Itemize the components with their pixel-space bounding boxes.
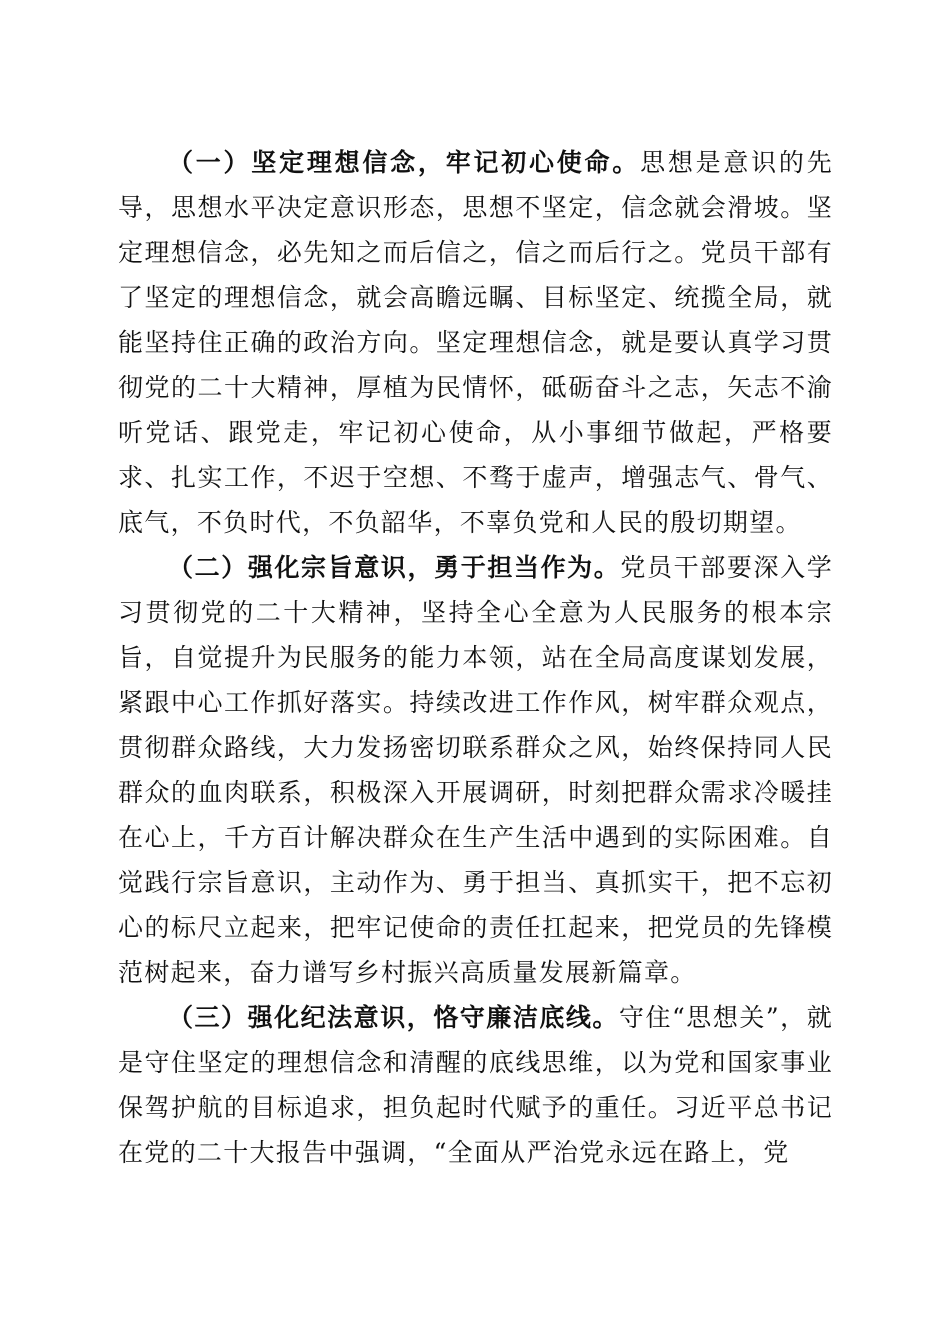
paragraph-2 [118,545,833,995]
paragraph-1 [118,140,833,545]
document-body [118,140,833,1175]
paragraph-3-heading: （三）强化纪法意识，恪守廉洁底线。 [168,1003,619,1032]
paragraph-1-body: 思想是意识的先导，思想水平决定意识形态，思想不坚定，信念就会滑坡。坚定理想信念，必先知之而后信之，信之而后行之。党员干部有了坚定的理想信念，就会高瞻远瞩、目标坚定、统揽全局，就能坚持住正确的政治方向。坚定理想信念，就是要认真学习贯彻党的二十大精神，厚植为民情怀，砥砺奋斗之志，矢志不渝听党话、跟党走，牢记初心使命，从小事细节做起，严格要求、扎实工作，不迟于空想、不骛于虚声，增强志气、骨气、底气，不负时代，不负韶华，不辜负党和人民的殷切期望。 [118,148,833,537]
paragraph-2-heading: （二）强化宗旨意识，勇于担当作为。 [168,553,621,582]
paragraph-1-heading: （一）坚定理想信念，牢记初心使命。 [168,148,641,177]
paragraph-2-body: 党员干部要深入学习贯彻党的二十大精神，坚持全心全意为人民服务的根本宗旨，自觉提升为民服务的能力本领，站在全局高度谋划发展，紧跟中心工作抓好落实。持续改进工作作风，树牢群众观点，贯彻群众路线，大力发扬密切联系群众之风，始终保持同人民群众的血肉联系，积极深入开展调研，时刻把群众需求冷暖挂在心上，千方百计解决群众在生产生活中遇到的实际困难。自觉践行宗旨意识，主动作为、勇于担当、真抓实干，把不忘初心的标尺立起来，把牢记使命的责任扛起来，把党员的先锋模范树起来，奋力谱写乡村振兴高质量发展新篇章。 [118,553,833,987]
paragraph-3-body: 守住“思想关”，就是守住坚定的理想信念和清醒的底线思维，以为党和国家事业保驾护航的目标追求，担负起时代赋予的重任。习近平总书记在党的二十大报告中强调，“全面从严治党永远在路上，党 [118,1003,833,1167]
paragraph-3 [118,995,833,1175]
